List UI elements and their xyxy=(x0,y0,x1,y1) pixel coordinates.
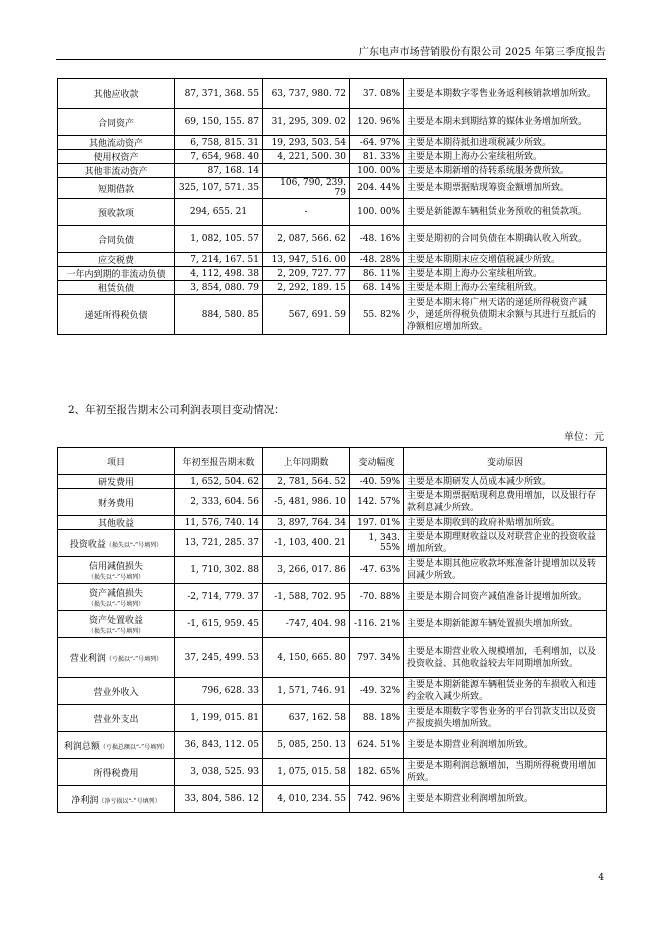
current-value-cell: 69, 150, 155. 87 xyxy=(175,109,263,136)
item-label: 营业外支出 xyxy=(93,714,139,725)
current-value-cell: -1, 615, 959. 45 xyxy=(175,611,263,638)
previous-value-cell: -5, 481, 986. 10 xyxy=(263,489,350,516)
table-row xyxy=(58,584,607,611)
item-cell xyxy=(58,516,175,530)
current-value-cell: 37, 245, 499. 53 xyxy=(175,638,263,678)
current-value-cell: 884, 580. 85 xyxy=(175,295,263,335)
previous-value-cell: 2, 209, 727. 77 xyxy=(263,267,350,281)
reason-cell: 主要是本期合同资产减值准备计提增加所致。 xyxy=(404,584,607,611)
table-row xyxy=(58,178,607,199)
previous-value-cell: 637, 162. 58 xyxy=(263,705,350,732)
item-cell xyxy=(58,786,175,813)
balance-sheet-changes-table xyxy=(57,78,607,335)
item-label: 营业利润 xyxy=(69,654,106,664)
current-value-cell: 7, 654, 968. 40 xyxy=(175,150,263,164)
item-cell xyxy=(58,678,175,705)
previous-value-cell: 3, 897, 764. 34 xyxy=(263,516,350,530)
page-number: 4 xyxy=(598,873,604,883)
change-rate-cell: 197. 01% xyxy=(350,516,404,530)
reason-cell: 主要是本期新能源车辆租赁业务的车损收入和违约金收入减少所致。 xyxy=(404,678,607,705)
table-row xyxy=(58,678,607,705)
item-cell: 其他流动资产 xyxy=(58,136,175,150)
change-rate-cell: 142. 57% xyxy=(350,489,404,516)
item-note: （亏损总额以“-”号填列） xyxy=(99,743,169,751)
item-cell: 使用权资产 xyxy=(58,150,175,164)
item-cell xyxy=(58,557,175,584)
table-row xyxy=(58,557,607,584)
table-row xyxy=(58,611,607,638)
item-note: （损失以“-”号填列） xyxy=(87,627,145,635)
table-row xyxy=(58,267,607,281)
previous-value-cell: 106, 790, 239. 79 xyxy=(263,178,350,199)
reason-cell: 主要是本期期末应交增值税减少所致。 xyxy=(404,253,607,267)
reason-cell: 主要是本期待抵扣进项税减少所致。 xyxy=(404,136,607,150)
column-header-reason: 变动原因 xyxy=(404,448,607,475)
table-row xyxy=(58,136,607,150)
table-row xyxy=(58,199,607,226)
previous-value-cell: 4, 150, 665. 80 xyxy=(263,638,350,678)
current-value-cell: 325, 107, 571. 35 xyxy=(175,178,263,199)
previous-value-cell: 3, 266, 017. 86 xyxy=(263,557,350,584)
column-header-current: 年初至报告期末数 xyxy=(175,448,263,475)
current-value-cell: -2, 714, 779. 37 xyxy=(175,584,263,611)
change-rate-cell: 100. 00% xyxy=(350,199,404,226)
reason-cell: 主要是本期新能源车辆处置损失增加所致。 xyxy=(404,611,607,638)
change-rate-cell: 88. 18% xyxy=(350,705,404,732)
reason-cell: 主要是本期营业利润增加所致。 xyxy=(404,732,607,759)
item-cell: 租赁负债 xyxy=(58,281,175,295)
change-rate-cell: 1, 343. 55% xyxy=(350,530,404,557)
income-statement-changes-table xyxy=(57,447,607,813)
current-value-cell: 13, 721, 285. 37 xyxy=(175,530,263,557)
current-value-cell: 796, 628. 33 xyxy=(175,678,263,705)
item-cell xyxy=(58,475,175,489)
current-value-cell: 87, 168. 14 xyxy=(175,164,263,178)
item-label: 资产处置收益 xyxy=(88,615,143,626)
item-cell xyxy=(58,611,175,638)
reason-cell: 主要是本期票据贴现筹资金额增加所致。 xyxy=(404,178,607,199)
change-rate-cell: -64. 97% xyxy=(350,136,404,150)
item-label: 所得税费用 xyxy=(93,768,139,779)
reason-cell: 主要是本期票据贴现利息费用增加，以及银行存款利息减少所致。 xyxy=(404,489,607,516)
reason-cell: 主要是本期上海办公室续租所致。 xyxy=(404,150,607,164)
item-label: 净利润 xyxy=(71,795,99,806)
change-rate-cell: 81. 33% xyxy=(350,150,404,164)
change-rate-cell: -40. 59% xyxy=(350,475,404,489)
reason-cell: 主要是本期数字零售业务的平台罚款支出以及资产报废损失增加所致。 xyxy=(404,705,607,732)
item-note: （损失以“-”号填列） xyxy=(87,573,145,581)
change-rate-cell: 120. 96% xyxy=(350,109,404,136)
change-rate-cell: -47. 63% xyxy=(350,557,404,584)
change-rate-cell: 37. 08% xyxy=(350,79,404,109)
item-note: （损失以“-”号填列） xyxy=(105,541,163,549)
table-header-row xyxy=(58,448,607,475)
change-rate-cell: 797. 34% xyxy=(350,638,404,678)
table-row xyxy=(58,475,607,489)
reason-cell: 主要是本期利润总额增加，当期所得税费用增加所致。 xyxy=(404,759,607,786)
reason-cell: 主要是本期其他应收款坏账准备计提增加以及转回减少所致。 xyxy=(404,557,607,584)
section-title: 2、年初至报告期末公司利润表项目变动情况： xyxy=(68,404,285,416)
reason-cell: 主要是本期未到期结算的媒体业务增加所致。 xyxy=(404,109,607,136)
table-row xyxy=(58,705,607,732)
item-label: 投资收益 xyxy=(69,539,106,550)
table-row xyxy=(58,786,607,813)
column-header-previous: 上年同期数 xyxy=(263,448,350,475)
previous-value-cell: 4, 010, 234. 55 xyxy=(263,786,350,813)
table-row xyxy=(58,295,607,335)
reason-cell: 主要是本期营业利润增加所致。 xyxy=(404,786,607,813)
item-label: 其他收益 xyxy=(97,519,134,529)
reason-cell: 主要是本期研发人员成本减少所致。 xyxy=(404,475,607,489)
current-value-cell: 7, 214, 167. 51 xyxy=(175,253,263,267)
change-rate-cell: -48. 16% xyxy=(350,226,404,253)
change-rate-cell: 55. 82% xyxy=(350,295,404,335)
current-value-cell: 3, 854, 080. 79 xyxy=(175,281,263,295)
previous-value-cell: 1, 075, 015. 58 xyxy=(263,759,350,786)
current-value-cell: 1, 199, 015. 81 xyxy=(175,705,263,732)
header-rule xyxy=(56,59,606,60)
previous-value-cell: -1, 588, 702. 95 xyxy=(263,584,350,611)
item-cell: 短期借款 xyxy=(58,178,175,199)
reason-cell: 主要是本期上海办公室续租所致。 xyxy=(404,267,607,281)
item-cell: 应交税费 xyxy=(58,253,175,267)
item-cell: 其他非流动资产 xyxy=(58,164,175,178)
current-value-cell: 1, 652, 504. 62 xyxy=(175,475,263,489)
current-value-cell: 1, 710, 302. 88 xyxy=(175,557,263,584)
item-note: （损失以“-”号填列） xyxy=(87,600,145,608)
column-header-item: 项目 xyxy=(58,448,175,475)
reason-cell: 主要是本期上海办公室续租所致。 xyxy=(404,281,607,295)
reason-cell: 主要是新能源车辆租赁业务预收的租赁款项。 xyxy=(404,199,607,226)
table-row xyxy=(58,253,607,267)
previous-value-cell: 5, 085, 250. 13 xyxy=(263,732,350,759)
item-cell xyxy=(58,638,175,678)
change-rate-cell: 86. 11% xyxy=(350,267,404,281)
previous-value-cell: 2, 087, 566. 62 xyxy=(263,226,350,253)
table-row xyxy=(58,109,607,136)
item-cell xyxy=(58,489,175,516)
current-value-cell: 33, 804, 586. 12 xyxy=(175,786,263,813)
table-row xyxy=(58,150,607,164)
change-rate-cell: -48. 28% xyxy=(350,253,404,267)
change-rate-cell: -49. 32% xyxy=(350,678,404,705)
table-row xyxy=(58,759,607,786)
previous-value-cell: 19, 293, 503. 54 xyxy=(263,136,350,150)
current-value-cell: 36, 843, 112. 05 xyxy=(175,732,263,759)
change-rate-cell: -70. 88% xyxy=(350,584,404,611)
change-rate-cell: 624. 51% xyxy=(350,732,404,759)
item-cell: 预收款项 xyxy=(58,199,175,226)
previous-value-cell: 63, 737, 980. 72 xyxy=(263,79,350,109)
change-rate-cell: -116. 21% xyxy=(350,611,404,638)
table-row xyxy=(58,516,607,530)
item-cell xyxy=(58,705,175,732)
table-row xyxy=(58,732,607,759)
current-value-cell: 3, 038, 525. 93 xyxy=(175,759,263,786)
change-rate-cell: 182. 65% xyxy=(350,759,404,786)
table-row xyxy=(58,530,607,557)
reason-cell: 主要是期初的合同负债在本期确认收入所致。 xyxy=(404,226,607,253)
current-value-cell: 4, 112, 498. 38 xyxy=(175,267,263,281)
previous-value-cell: -747, 404. 98 xyxy=(263,611,350,638)
reason-cell: 主要是本期收到的政府补贴增加所致。 xyxy=(404,516,607,530)
change-rate-cell: 100. 00% xyxy=(350,164,404,178)
change-rate-cell: 68. 14% xyxy=(350,281,404,295)
item-cell: 一年内到期的非流动负债 xyxy=(58,267,175,281)
item-cell: 递延所得税负债 xyxy=(58,295,175,335)
item-label: 信用减值损失 xyxy=(88,561,143,572)
previous-value-cell: 2, 781, 564. 52 xyxy=(263,475,350,489)
current-value-cell: 6, 758, 815. 31 xyxy=(175,136,263,150)
previous-value-cell: 13, 947, 516. 00 xyxy=(263,253,350,267)
table-row xyxy=(58,281,607,295)
item-cell xyxy=(58,732,175,759)
previous-value-cell: 567, 691. 59 xyxy=(263,295,350,335)
item-cell xyxy=(58,759,175,786)
reason-cell: 主要是本期末将广州天诺的递延所得税资产减少，递延所得税负债期末余额与其进行互抵后的净额相应增加所致。 xyxy=(404,295,607,335)
table-row xyxy=(58,164,607,178)
column-header-change: 变动幅度 xyxy=(350,448,404,475)
previous-value-cell: -1, 103, 400. 21 xyxy=(263,530,350,557)
reason-cell: 主要是本期营业收入规模增加，毛利增加，以及投资收益、其他收益较去年同期增加所致。 xyxy=(404,638,607,678)
item-label: 利润总额 xyxy=(63,741,100,752)
table-row xyxy=(58,489,607,516)
item-note: （净亏损以“-”号填列） xyxy=(98,797,161,805)
previous-value-cell: 2, 292, 189. 15 xyxy=(263,281,350,295)
item-label: 资产减值损失 xyxy=(88,588,143,599)
table-row xyxy=(58,226,607,253)
item-note: （亏损以“-”号填列） xyxy=(105,656,163,663)
item-label: 财务费用 xyxy=(97,498,134,509)
item-cell: 合同资产 xyxy=(58,109,175,136)
reason-cell: 主要是本期理财收益以及对联营企业的投资收益增加所致。 xyxy=(404,530,607,557)
previous-value-cell: 31, 295, 309. 02 xyxy=(263,109,350,136)
item-cell xyxy=(58,584,175,611)
item-label: 研发费用 xyxy=(97,478,134,488)
change-rate-cell: 204. 44% xyxy=(350,178,404,199)
reason-cell: 主要是本期新增的待转系统服务费所致。 xyxy=(404,164,607,178)
item-cell xyxy=(58,530,175,557)
current-value-cell: 87, 371, 368. 55 xyxy=(175,79,263,109)
item-label: 营业外收入 xyxy=(93,687,139,698)
change-rate-cell: 742. 96% xyxy=(350,786,404,813)
item-cell: 其他应收款 xyxy=(58,79,175,109)
report-header-title: 广东电声市场营销股份有限公司 2025 年第三季度报告 xyxy=(358,47,606,58)
previous-value-cell: - xyxy=(263,199,350,226)
item-cell: 合同负债 xyxy=(58,226,175,253)
table-row xyxy=(58,79,607,109)
previous-value-cell xyxy=(263,164,350,178)
current-value-cell: 1, 082, 105. 57 xyxy=(175,226,263,253)
current-value-cell: 11, 576, 740. 14 xyxy=(175,516,263,530)
current-value-cell: 294, 655. 21 xyxy=(175,199,263,226)
previous-value-cell: 1, 571, 746. 91 xyxy=(263,678,350,705)
table-row xyxy=(58,638,607,678)
unit-label: 单位：元 xyxy=(564,432,604,443)
previous-value-cell: 4, 221, 500. 30 xyxy=(263,150,350,164)
current-value-cell: 2, 333, 604. 56 xyxy=(175,489,263,516)
reason-cell: 主要是本期数字零售业务返利核销款增加所致。 xyxy=(404,79,607,109)
